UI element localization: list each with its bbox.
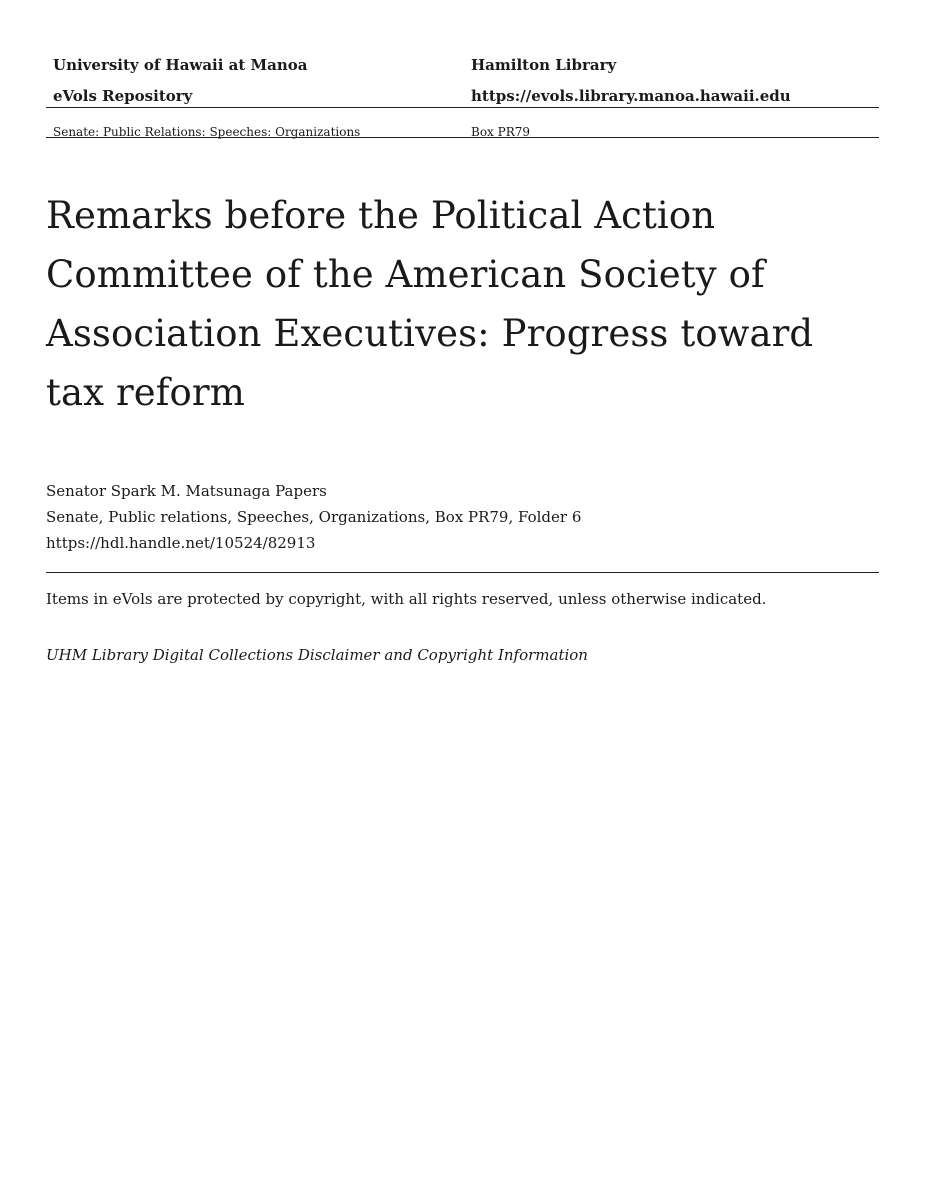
document-title: Remarks before the Political Action Committee of the American Society of Association Executives: Progress toward tax reform xyxy=(46,194,814,414)
document-metadata xyxy=(46,478,581,556)
box-label: Box PR79 xyxy=(471,125,531,139)
header-divider-bottom xyxy=(46,137,879,138)
library-name: Hamilton Library xyxy=(471,56,617,74)
repository-url: https://evols.library.manoa.hawaii.edu xyxy=(471,87,791,105)
copyright-notice: Items in eVols are protected by copyright, with all rights reserved, unless otherwise indicated. xyxy=(46,590,767,608)
disclaimer-link[interactable]: UHM Library Digital Collections Disclaimer and Copyright Information xyxy=(46,646,588,664)
header-divider-top xyxy=(46,107,879,108)
footer-divider xyxy=(46,572,879,573)
folder-location: Senate, Public relations, Speeches, Organizations, Box PR79, Folder 6 xyxy=(46,508,582,526)
collection-path: Senate: Public Relations: Speeches: Organizations xyxy=(53,125,361,139)
header-sub-row xyxy=(46,114,879,144)
document-header xyxy=(46,52,879,144)
header-row-2 xyxy=(46,83,879,114)
handle-link[interactable]: https://hdl.handle.net/10524/82913 xyxy=(46,534,316,552)
repository-name: eVols Repository xyxy=(53,87,193,105)
institution-name: University of Hawaii at Manoa xyxy=(53,56,308,74)
collection-name: Senator Spark M. Matsunaga Papers xyxy=(46,482,327,500)
header-row-1 xyxy=(46,52,879,83)
